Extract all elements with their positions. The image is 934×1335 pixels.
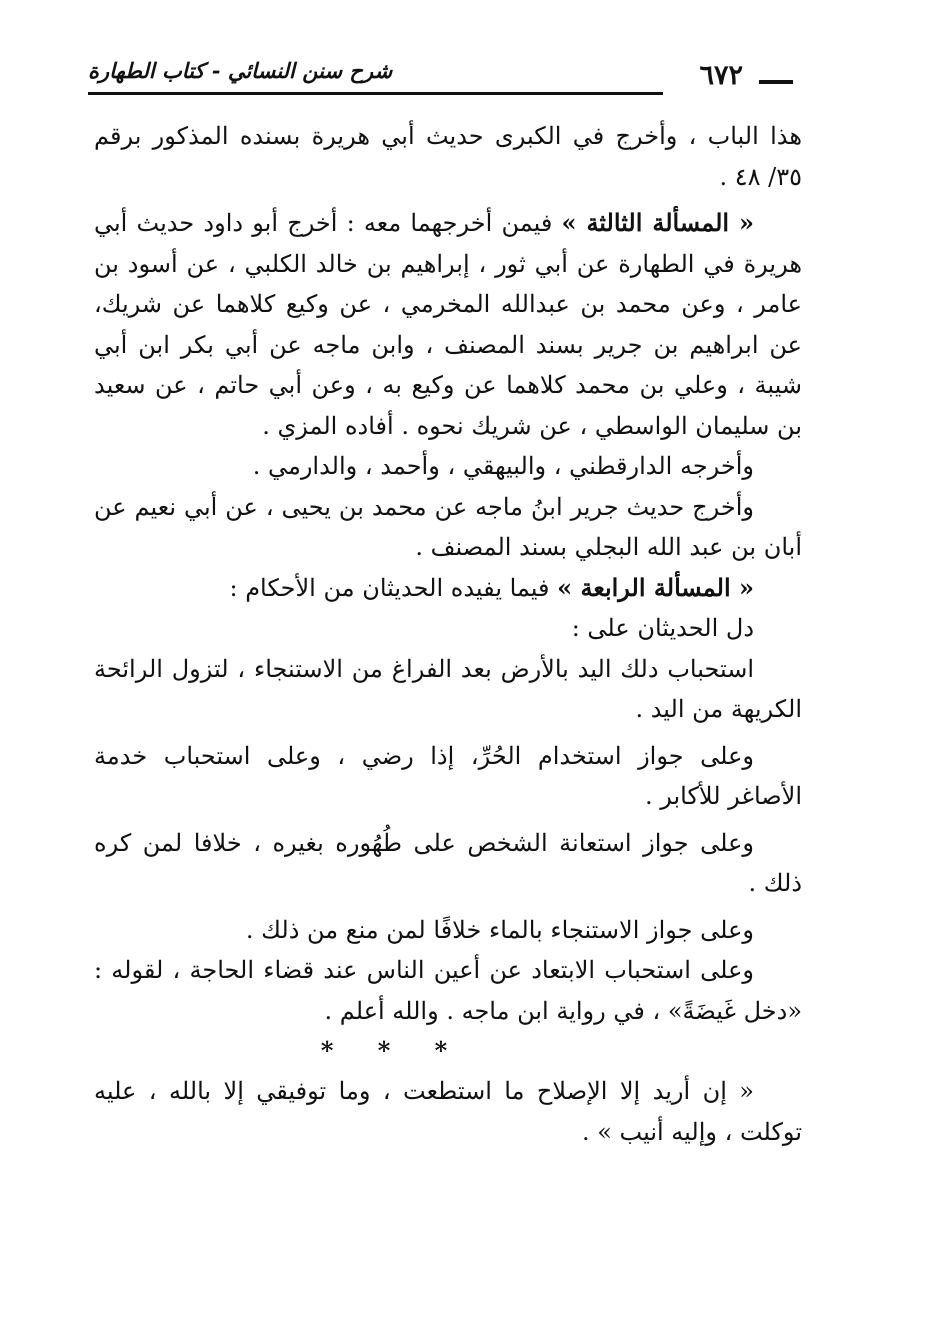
paragraph-3: وأخرجه الدارقطني ، والبيهقي ، وأحمد ، والدارمي . (252, 452, 754, 480)
paragraph-7: استحباب دلك اليد بالأرض بعد الفراغ من الاستنجاء ، لتزول الرائحة الكريهة من اليد . (94, 654, 802, 723)
paragraph-6: دل الحديثان على : (571, 614, 754, 642)
section-separator-stars: * * * (320, 1036, 466, 1065)
paragraph-8: وعلى جواز استخدام الحُرِّ، إذا رضي ، وعلى استحباب خدمة الأصاغر للأكابر . (94, 741, 802, 810)
paragraph-2 (94, 203, 802, 446)
header-rule (88, 92, 663, 95)
running-header (88, 56, 793, 96)
paragraph-10: وعلى جواز الاستنجاء بالماء خلافًا لمن منع من ذلك . (245, 915, 754, 944)
paragraph-2-text: فيمن أخرجهما معه : أخرج أبو داود حديث أبي هريرة في الطهارة عن أبي ثور ، إبراهيم بن خالد الكلبي ، عن أسود بن عامر ، وعن محمد بن عبدالله المخرمي ، عن وكيع كلاهما عن شريك، عن ابراهيم بن جرير بسند المصنف ، وابن ماجه عن أبي بكر ابن أبي شيبة ، وعلي بن محمد كلاهما عن وكيع به ، وعن أبي حاتم ، عن سعيد بن سليمان الواسطي ، عن شريك نحوه . أفاده المزي . (94, 209, 803, 440)
closing-quote: « إن أريد إلا الإصلاح ما استطعت ، وما توفيقي إلا بالله ، عليه توكلت ، وإليه أنيب » . (94, 1077, 802, 1146)
running-title: شرح سنن النسائي - كتاب الطهارة (88, 58, 393, 83)
paragraph-4: وأخرج حديث جرير ابنُ ماجه عن محمد بن يحيى ، عن أبي نعيم عن أبان بن عبد الله البجلي بسند المصنف . (94, 492, 802, 561)
section-heading-third: « المسألة الثالثة » (561, 208, 755, 237)
paragraph-1: هذا الباب ، وأخرج في الكبرى حديث أبي هريرة بسنده المذكور برقم ٣٥/ ٤٨ . (94, 122, 803, 191)
paragraph-5 (94, 568, 802, 609)
page-number: ٦٧٢ (699, 60, 743, 91)
paragraph-9: وعلى جواز استعانة الشخص على طُهُوره بغيره ، خلافا لمن كره ذلك . (94, 828, 802, 897)
header-dash (759, 80, 793, 84)
section-heading-fourth: « المسألة الرابعة » (557, 572, 754, 602)
paragraph-5-text: فيما يفيده الحديثان من الأحكام : (229, 573, 558, 602)
paragraph-11: وعلى استحباب الابتعاد عن أعين الناس عند قضاء الحاجة ، لقوله : «دخل غَيضَةً» ، في رواية ابن ماجه . والله أعلم . (94, 956, 802, 1025)
page-body (94, 116, 802, 1152)
